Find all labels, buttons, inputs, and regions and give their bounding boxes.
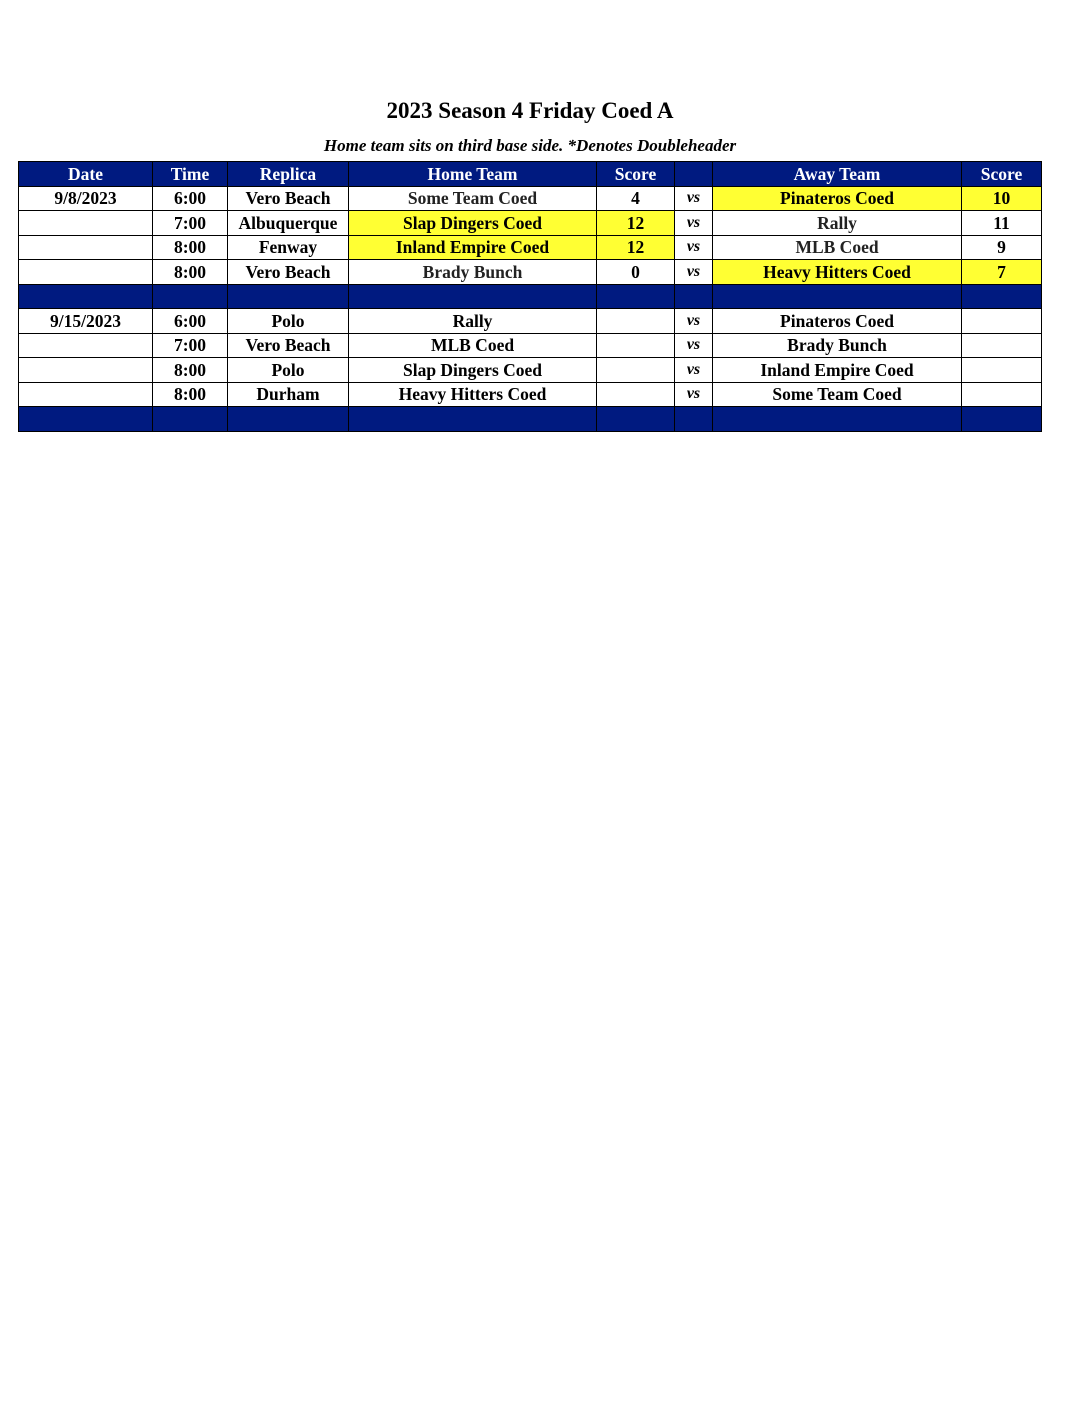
week-separator-row: [19, 407, 1042, 432]
time-cell: 8:00: [153, 260, 228, 285]
home-team-cell: Rally: [349, 309, 597, 334]
away-score-cell: [962, 309, 1042, 334]
home-team-cell: Brady Bunch: [349, 260, 597, 285]
separator-cell: [713, 284, 962, 309]
home-score-cell: [597, 382, 675, 407]
vs-cell: vs: [675, 186, 713, 211]
table-row: [19, 260, 1042, 285]
away-team-cell: Heavy Hitters Coed: [713, 260, 962, 285]
replica-cell: Vero Beach: [228, 260, 349, 285]
separator-cell: [962, 407, 1042, 432]
away-team-cell: Some Team Coed: [713, 382, 962, 407]
header-home-score: Score: [597, 162, 675, 187]
separator-cell: [228, 407, 349, 432]
table-row: [19, 211, 1042, 236]
vs-cell: vs: [675, 309, 713, 334]
vs-cell: vs: [675, 382, 713, 407]
away-team-cell: MLB Coed: [713, 235, 962, 260]
replica-cell: Vero Beach: [228, 333, 349, 358]
week-separator-row: [19, 284, 1042, 309]
away-team-cell: Rally: [713, 211, 962, 236]
time-cell: 7:00: [153, 333, 228, 358]
away-team-cell: Brady Bunch: [713, 333, 962, 358]
home-team-cell: Slap Dingers Coed: [349, 358, 597, 383]
vs-cell: vs: [675, 211, 713, 236]
separator-cell: [962, 284, 1042, 309]
separator-cell: [19, 284, 153, 309]
home-team-cell: Heavy Hitters Coed: [349, 382, 597, 407]
away-team-cell: Pinateros Coed: [713, 309, 962, 334]
away-score-cell: 9: [962, 235, 1042, 260]
separator-cell: [713, 407, 962, 432]
page-title: 2023 Season 4 Friday Coed A: [386, 98, 674, 123]
table-row: [19, 309, 1042, 334]
replica-cell: Vero Beach: [228, 186, 349, 211]
table-row: [19, 186, 1042, 211]
separator-cell: [153, 284, 228, 309]
date-cell: [19, 211, 153, 236]
away-score-cell: [962, 382, 1042, 407]
home-score-cell: [597, 358, 675, 383]
away-score-cell: [962, 333, 1042, 358]
away-team-cell: Inland Empire Coed: [713, 358, 962, 383]
time-cell: 7:00: [153, 211, 228, 236]
header-vs: [675, 162, 713, 187]
replica-cell: Polo: [228, 358, 349, 383]
table-row: [19, 235, 1042, 260]
replica-cell: Polo: [228, 309, 349, 334]
home-score-cell: 0: [597, 260, 675, 285]
replica-cell: Fenway: [228, 235, 349, 260]
away-score-cell: [962, 358, 1042, 383]
separator-cell: [597, 284, 675, 309]
home-score-cell: [597, 309, 675, 334]
away-team-cell: Pinateros Coed: [713, 186, 962, 211]
separator-cell: [675, 284, 713, 309]
header-row: [19, 162, 1042, 187]
home-team-cell: Slap Dingers Coed: [349, 211, 597, 236]
home-team-cell: Inland Empire Coed: [349, 235, 597, 260]
vs-cell: vs: [675, 260, 713, 285]
time-cell: 6:00: [153, 186, 228, 211]
header-time: Time: [153, 162, 228, 187]
home-score-cell: [597, 333, 675, 358]
header-date: Date: [19, 162, 153, 187]
vs-cell: vs: [675, 358, 713, 383]
time-cell: 8:00: [153, 235, 228, 260]
vs-cell: vs: [675, 333, 713, 358]
away-score-cell: 11: [962, 211, 1042, 236]
date-cell: [19, 260, 153, 285]
away-score-cell: 10: [962, 186, 1042, 211]
schedule-body: [19, 186, 1042, 431]
header-replica: Replica: [228, 162, 349, 187]
table-row: [19, 333, 1042, 358]
separator-cell: [349, 407, 597, 432]
separator-cell: [675, 407, 713, 432]
away-score-cell: 7: [962, 260, 1042, 285]
replica-cell: Durham: [228, 382, 349, 407]
header-away-score: Score: [962, 162, 1042, 187]
time-cell: 8:00: [153, 382, 228, 407]
replica-cell: Albuquerque: [228, 211, 349, 236]
home-team-cell: MLB Coed: [349, 333, 597, 358]
separator-cell: [19, 407, 153, 432]
page-subtitle: Home team sits on third base side. *Denotes Doubleheader: [323, 136, 737, 155]
header-away-team: Away Team: [713, 162, 962, 187]
time-cell: 8:00: [153, 358, 228, 383]
home-score-cell: 12: [597, 211, 675, 236]
date-cell: [19, 358, 153, 383]
date-cell: [19, 333, 153, 358]
vs-cell: vs: [675, 235, 713, 260]
table-row: [19, 382, 1042, 407]
separator-cell: [228, 284, 349, 309]
separator-cell: [349, 284, 597, 309]
table-row: [19, 358, 1042, 383]
date-cell: [19, 235, 153, 260]
time-cell: 6:00: [153, 309, 228, 334]
date-cell: [19, 382, 153, 407]
separator-cell: [597, 407, 675, 432]
home-score-cell: 4: [597, 186, 675, 211]
header-home-team: Home Team: [349, 162, 597, 187]
home-score-cell: 12: [597, 235, 675, 260]
date-cell: 9/8/2023: [19, 186, 153, 211]
home-team-cell: Some Team Coed: [349, 186, 597, 211]
separator-cell: [153, 407, 228, 432]
schedule-table: [18, 161, 1042, 432]
date-cell: 9/15/2023: [19, 309, 153, 334]
